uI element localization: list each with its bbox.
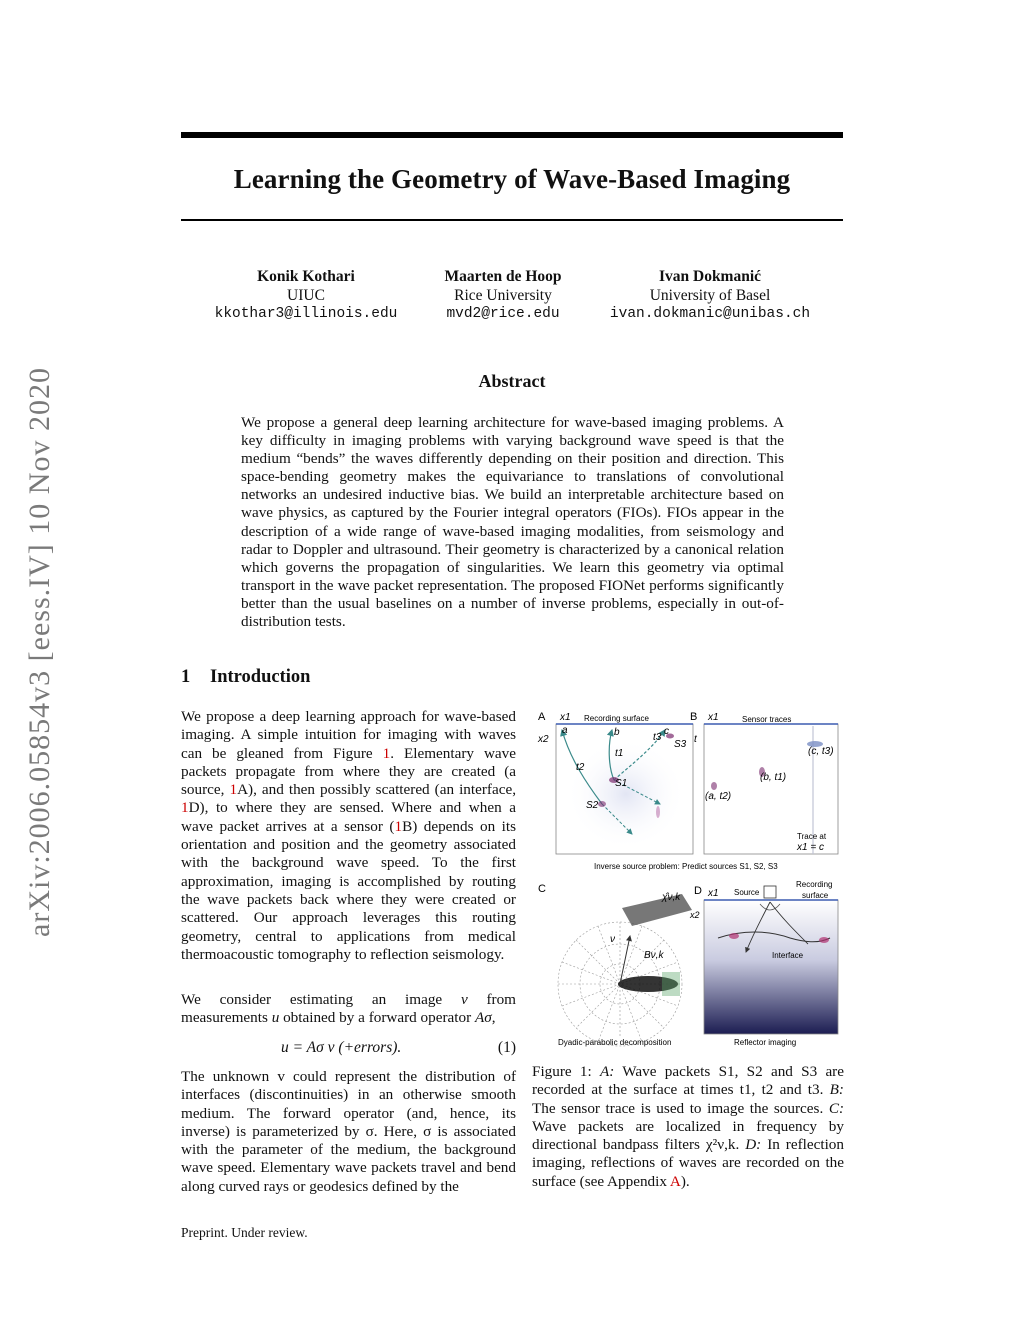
author-block-3 [600,268,820,324]
interface-label: Interface [772,951,804,960]
author-name: Ivan Dokmanić [658,268,762,285]
text-run: ). [680,1172,690,1190]
time-t1-label: t1 [615,748,624,759]
figure-ref-link[interactable]: 1 [394,817,403,835]
text-run: B) depends on its orientation and position and the geometry associated with the background wave speed. To the first approximation, imaging is accomplished by routing the wave packets back where they were created or scattered. Our approach leverages this routing geometry, central to applications from medical thermoacoustic tomography to reflection seismology. [181,817,517,963]
point-ct3-label: (c, t3) [808,746,834,757]
reflection-packet-right [819,937,829,943]
title-bottom-rule [181,219,843,221]
panel-d [689,880,838,1047]
abstract-heading: Abstract [478,371,546,391]
trace-eq-label: x1 = c [797,842,824,853]
text-run: In reflection imaging, reflections of waves are recorded on the surface (see Appendix [532,1136,844,1190]
author-affiliation: UIUC [287,286,325,304]
text-run: . Elementary wave packets propagate from where they are created (a source, [181,744,517,799]
author-email[interactable]: mvd2@rice.edu [446,306,560,322]
source-box [764,886,776,898]
axis-t-label: t [694,734,697,745]
equation-number: (1) [497,1039,516,1056]
source-s1-label: S1 [615,778,628,789]
text-run: B: [829,1081,844,1099]
text-run: C: [828,1099,844,1117]
author-name: Maarten de Hoop [444,268,562,285]
reflector-caption: Reflector imaging [734,1038,797,1047]
figure-1 [532,704,844,1050]
point-bt1-label: (b, t1) [760,772,787,783]
panel-b [690,711,838,854]
panel-label-c: C [538,883,546,895]
axis-x1-label: x1 [708,712,719,723]
chi-label: χ̂ν,k [662,892,681,903]
time-t3-label: t3 [653,732,662,743]
reflection-packet-left [729,933,739,939]
author-email[interactable]: ivan.dokmanic@unibas.ch [609,306,811,322]
author-email[interactable]: kkothar3@illinois.edu [214,306,398,322]
equation-body: u = Aσ v (+errors). [281,1039,402,1056]
section-title: Introduction [210,667,311,687]
dyadic-caption: Dyadic-parabolic decomposition [558,1038,672,1047]
recording-surface-label: Recording surface [584,714,649,723]
recording-label-line1: Recording [796,880,833,889]
point-at2-label: (a, t2) [705,791,732,802]
title-top-rule [181,132,843,138]
source-s3-label: S3 [674,739,687,750]
axis-x2-label: x2 [690,910,700,920]
direction-nu-arrow [620,936,630,984]
author-block-2 [403,268,603,324]
text-run: Wave packets S1, S2 and S3 are recorded at the surface at times t1, t2 and t3. [532,1063,844,1099]
point-b-label: b [614,727,620,738]
source-s2-packet [598,801,606,807]
math-var: v [460,991,468,1008]
recording-label-line2: surface [802,891,829,900]
author-name: Konik Kothari [257,268,355,285]
text-run: obtained by a forward operator [279,1009,475,1027]
figure-ref-link[interactable]: 1 [229,781,238,799]
axis-x1-label: x1 [560,712,571,723]
text-run: We propose a deep learning approach for wave-based imaging. A simple intuition for imaging with waves can be gleaned from Figure [181,708,516,762]
section-heading-introduction [181,667,310,688]
time-t2-label: t2 [576,762,585,773]
source-s2-label: S2 [586,800,599,811]
inverse-source-caption: Inverse source problem: Predict sources S1, S2, S3 [594,862,778,871]
author-affiliation: University of Basel [649,286,771,304]
panel-a [537,711,693,854]
scattered-packet [656,806,660,818]
text-run: Figure 1: [532,1063,600,1080]
intro-paragraph-1 [181,708,516,964]
frequency-box [662,972,680,996]
text-run: A), and then possibly scattered (an interface, [237,781,516,799]
text-run: D: [745,1136,762,1154]
panel-c [538,883,692,1047]
section-number: 1 [181,667,191,687]
text-run: The sensor trace is used to image the sources. [532,1099,829,1117]
abstract-text: We propose a general deep learning architecture for wave-based imaging problems. A key difficulty in imaging problems with varying background wave speed is that the medium “bends” the waves differently depending on their position and direction. This space-bending geometry makes the equivariance to translations of convolutional networks an undesired inductive bias. We build an interpretable architecture based on wave physics, as captured by the Fourier integral operators (FIOs). FIOs appear in the description of a wide range of wave-based imaging modalities, from seismology and radar to Doppler and ultrasound. Their geometry is characterized by a canonical relation which governs the propagation of singularities. We learn this geometry via optimal transport in the wave packet representation. The proposed FIONet performs significantly better than the usual baselines on a number of inverse problems, especially in out-of-distribution tests. [241,414,784,631]
figure-1-caption [532,1063,844,1191]
paper-title: Learning the Geometry of Wave-Based Imaging [233,164,791,194]
figure-ref-link[interactable]: 1 [181,799,189,817]
math-var: Aσ [474,1009,492,1027]
point-c-label: c [664,726,669,737]
math-var: u [271,1009,280,1027]
source-label: Source [734,888,760,897]
trace-at-label: Trace at [797,832,827,841]
intro-paragraph-2 [181,991,516,1028]
bandpass-filter-patch [622,894,692,926]
panel-label-b: B [690,711,698,723]
author-block-1 [206,268,406,324]
appendix-ref-link[interactable]: A [669,1172,681,1190]
text-run: A: [599,1063,615,1080]
b-nu-k-label: Bν,k [644,950,664,961]
trace-packet-a [711,782,717,790]
panel-label-a: A [538,711,546,723]
text-run: D), to where they are sensed. Where and when a wave packet arrives at a sensor ( [181,799,516,835]
text-run: We consider estimating an image [181,991,461,1008]
axis-x2-label: x2 [538,734,549,745]
text-run: Wave packets are localized in frequency by directional bandpass filters χ²ν,k. [532,1117,844,1154]
sensor-traces-label: Sensor traces [742,715,792,724]
reflector-medium [704,900,838,1034]
axis-x1-label: x1 [708,888,719,899]
panel-a-shade [566,738,686,850]
arxiv-sidebar-stamp: arXiv:2006.05854v3 [eess.IV] 10 Nov 2020 [23,367,56,937]
figure-ref-link[interactable]: 1 [382,744,391,762]
panel-label-d: D [694,885,702,897]
point-a-label: a [562,725,568,736]
nu-label: ν [610,934,615,945]
text-run: from measurements [181,991,516,1027]
preprint-footer: Preprint. Under review. [181,1225,308,1240]
text-run: , [491,1009,496,1027]
author-affiliation: Rice University [454,286,552,304]
intro-paragraph-3: The unknown v could represent the distribution of interfaces (discontinuities) in an otherwise smooth medium. The forward operator (and, hence, its inverse) is parameterized by σ. Here, σ is associated with the parameter of the medium, the background wave speed. Elementary wave packets travel and bend along curved rays or geodesics defined by the [181,1068,516,1195]
